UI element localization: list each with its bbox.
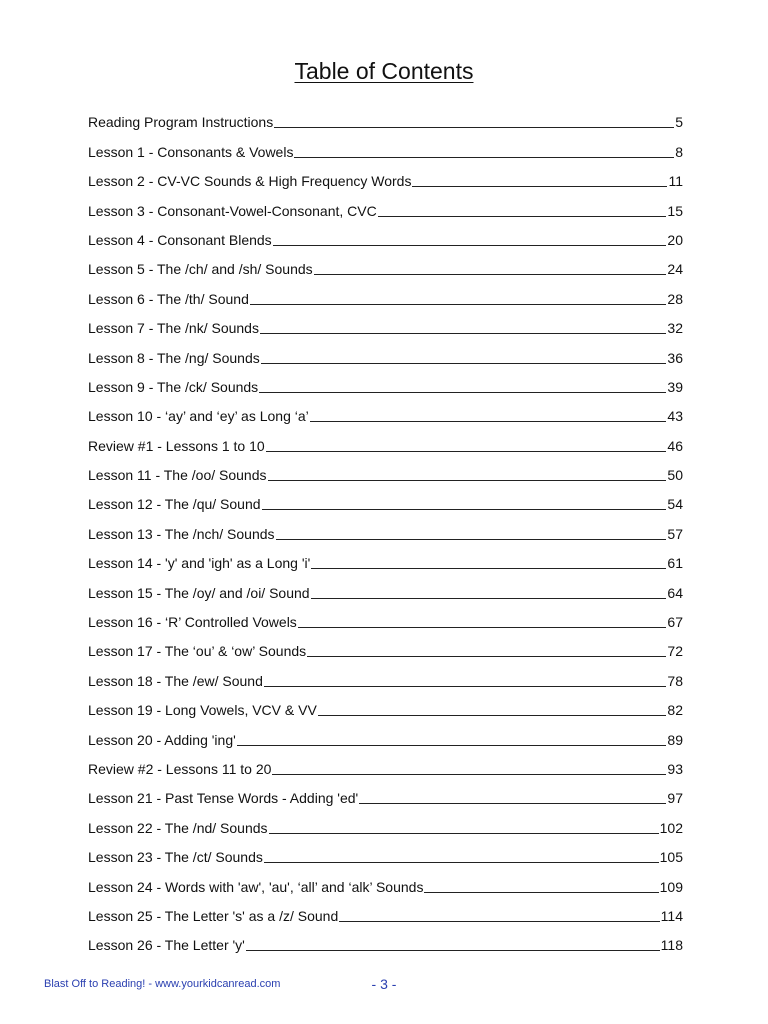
toc-entry [88,189,683,218]
toc-entry [88,689,683,718]
toc-leader-line [310,421,667,422]
toc-entry-page: 67 [667,614,683,631]
toc-entry-page: 24 [667,261,683,278]
toc-entry [88,865,683,894]
toc-entry-title: Lesson 6 - The /th/ Sound [88,290,249,307]
toc-entry-title: Lesson 13 - The /nch/ Sounds [88,525,275,542]
toc-entry [88,277,683,306]
toc-entry-page: 64 [667,584,683,601]
toc-entry-page: 32 [667,320,683,337]
toc-entry [88,248,683,277]
toc-entry [88,601,683,630]
toc-leader-line [261,363,667,364]
footer-site-text: Blast Off to Reading! - www.yourkidcanread.com [44,978,281,990]
toc-leader-line [269,833,659,834]
toc-entry-title: Lesson 12 - The /qu/ Sound [88,496,261,513]
toc-entry-page: 28 [667,290,683,307]
toc-entry [88,571,683,600]
toc-leader-line [378,216,667,217]
toc-leader-line [264,686,667,687]
toc-entry [88,924,683,953]
toc-entry-page: 114 [660,907,683,924]
toc-leader-line [262,509,667,510]
toc-entry-page: 5 [675,114,683,131]
toc-entry [88,483,683,512]
toc-entry [88,806,683,835]
toc-entry-title: Lesson 26 - The Letter 'y' [88,937,245,954]
toc-leader-line [311,598,667,599]
toc-entry [88,718,683,747]
toc-entry-page: 82 [667,702,683,719]
toc-leader-line [259,392,666,393]
table-of-contents [88,101,683,953]
toc-leader-line [318,715,667,716]
toc-leader-line [276,539,667,540]
toc-entry-title: Review #1 - Lessons 1 to 10 [88,437,265,454]
toc-entry-page: 15 [667,202,683,219]
toc-entry-title: Lesson 1 - Consonants & Vowels [88,143,294,160]
toc-leader-line [339,921,659,922]
toc-leader-line [268,480,667,481]
toc-leader-line [298,627,667,628]
toc-entry-title: Lesson 16 - ‘R’ Controlled Vowels [88,614,297,631]
toc-entry-page: 8 [675,143,683,160]
toc-entry-page: 97 [667,790,683,807]
toc-leader-line [264,862,659,863]
toc-entry [88,748,683,777]
toc-entry-title: Lesson 17 - The ‘ou’ & ‘ow’ Sounds [88,643,307,660]
toc-entry-page: 36 [667,349,683,366]
toc-entry [88,542,683,571]
toc-leader-line [246,950,660,951]
toc-entry-title: Lesson 11 - The /oo/ Sounds [88,467,267,484]
toc-entry [88,336,683,365]
toc-entry-title: Lesson 8 - The /ng/ Sounds [88,349,260,366]
toc-leader-line [412,186,667,187]
toc-entry [88,395,683,424]
toc-entry-page: 93 [667,760,683,777]
toc-entry-page: 118 [660,937,683,954]
toc-entry-title: Lesson 18 - The /ew/ Sound [88,672,263,689]
toc-entry-page: 46 [667,437,683,454]
toc-entry-page: 50 [667,467,683,484]
toc-entry [88,424,683,453]
page-title: Table of Contents [294,58,474,84]
toc-entry-page: 72 [667,643,683,660]
toc-leader-line [272,774,666,775]
toc-entry-title: Lesson 10 - ‘ay’ and ‘ey’ as Long ‘a’ [88,408,309,425]
toc-entry-title: Lesson 9 - The /ck/ Sounds [88,378,259,395]
toc-leader-line [260,333,666,334]
toc-leader-line [314,274,667,275]
toc-entry-page: 39 [667,378,683,395]
toc-entry [88,454,683,483]
toc-entry-title: Lesson 21 - Past Tense Words - Adding 'ed' [88,790,359,807]
toc-entry-page: 61 [667,555,683,572]
toc-entry-page: 102 [659,819,683,836]
toc-entry-title: Lesson 2 - CV-VC Sounds & High Frequency Words [88,173,412,190]
toc-entry-page: 54 [667,496,683,513]
toc-entry-title: Lesson 5 - The /ch/ and /sh/ Sounds [88,261,313,278]
toc-leader-line [237,745,667,746]
toc-leader-line [274,127,674,128]
toc-entry-title: Lesson 3 - Consonant-Vowel-Consonant, CVC [88,202,377,219]
toc-entry-title: Reading Program Instructions [88,114,274,131]
toc-leader-line [307,656,666,657]
toc-entry [88,366,683,395]
toc-entry [88,895,683,924]
toc-entry [88,307,683,336]
toc-entry-title: Lesson 24 - Words with 'aw', 'au', ‘all’ and ‘alk’ Sounds [88,878,424,895]
toc-entry [88,836,683,865]
toc-entry-page: 43 [667,408,683,425]
toc-entry-page: 78 [667,672,683,689]
toc-entry [88,160,683,189]
toc-entry-page: 105 [659,849,683,866]
toc-entry [88,512,683,541]
toc-leader-line [311,568,666,569]
toc-entry [88,630,683,659]
toc-entry-title: Review #2 - Lessons 11 to 20 [88,760,272,777]
toc-entry-title: Lesson 19 - Long Vowels, VCV & VV [88,702,317,719]
toc-entry-page: 57 [667,525,683,542]
toc-leader-line [424,892,658,893]
toc-entry-title: Lesson 23 - The /ct/ Sounds [88,849,263,866]
toc-entry-title: Lesson 25 - The Letter 's' as a /z/ Sound [88,907,339,924]
toc-entry-page: 20 [667,231,683,248]
toc-entry [88,101,683,130]
toc-entry-title: Lesson 7 - The /nk/ Sounds [88,320,259,337]
toc-leader-line [266,451,667,452]
footer-page-number: - 3 - [371,976,397,992]
toc-leader-line [273,245,667,246]
toc-entry-page: 11 [668,173,683,190]
toc-entry-title: Lesson 20 - Adding 'ing' [88,731,236,748]
toc-entry-title: Lesson 15 - The /oy/ and /oi/ Sound [88,584,310,601]
toc-entry-page: 109 [659,878,683,895]
toc-entry [88,219,683,248]
toc-entry [88,777,683,806]
toc-entry-title: Lesson 4 - Consonant Blends [88,231,272,248]
toc-entry [88,130,683,159]
toc-entry-title: Lesson 14 - 'y' and 'igh' as a Long 'i' [88,555,311,572]
toc-leader-line [294,157,674,158]
toc-entry [88,659,683,688]
toc-entry-page: 89 [667,731,683,748]
toc-entry-title: Lesson 22 - The /nd/ Sounds [88,819,268,836]
toc-leader-line [359,803,666,804]
toc-leader-line [250,304,667,305]
